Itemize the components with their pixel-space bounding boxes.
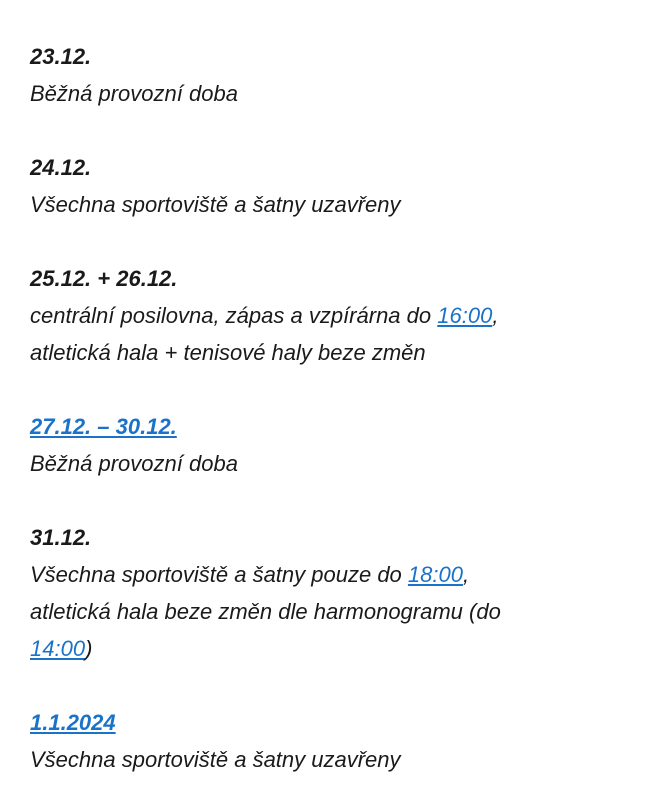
entry-text-line (30, 297, 660, 334)
schedule-entry-31-12 (30, 519, 660, 667)
entry-text: atletická hala + tenisové haly beze změn (30, 340, 426, 365)
entry-text-line (30, 630, 660, 667)
entry-text: , (462, 562, 470, 587)
entry-text: atletická hala beze změn dle harmonogramu (do (30, 599, 501, 624)
entry-date: 24.12. (30, 155, 92, 180)
schedule-entry-27-30-12 (30, 408, 660, 482)
entry-text: , (492, 303, 499, 328)
schedule-entry-23-12 (30, 38, 660, 112)
schedule-entry-1-1-2024 (30, 704, 660, 778)
entry-text-line (30, 556, 660, 593)
time-link-16-00[interactable]: 16:00 (437, 303, 493, 328)
entry-date: 25.12. + 26.12. (30, 266, 178, 291)
entry-date: 23.12. (30, 44, 92, 69)
entry-text: Všechna sportoviště a šatny pouze do (30, 562, 408, 587)
entry-text: ) (85, 636, 93, 661)
entry-text: Všechna sportoviště a šatny uzavřeny (30, 192, 401, 217)
entry-text: Běžná provozní doba (30, 81, 238, 106)
entry-date: 31.12. (30, 525, 92, 550)
date-link-1-1-2024[interactable]: 1.1.2024 (30, 710, 116, 735)
time-link-14-00[interactable]: 14:00 (30, 636, 86, 661)
entry-text: centrální posilovna, zápas a vzpírárna do (30, 303, 438, 328)
schedule-entry-24-12 (30, 149, 660, 223)
entry-text: Běžná provozní doba (30, 451, 238, 476)
entry-text: Všechna sportoviště a šatny uzavřeny (30, 747, 401, 772)
time-link-18-00[interactable]: 18:00 (407, 562, 463, 587)
schedule-entry-25-26-12 (30, 260, 660, 371)
date-link-27-30-12[interactable]: 27.12. – 30.12. (30, 414, 177, 439)
